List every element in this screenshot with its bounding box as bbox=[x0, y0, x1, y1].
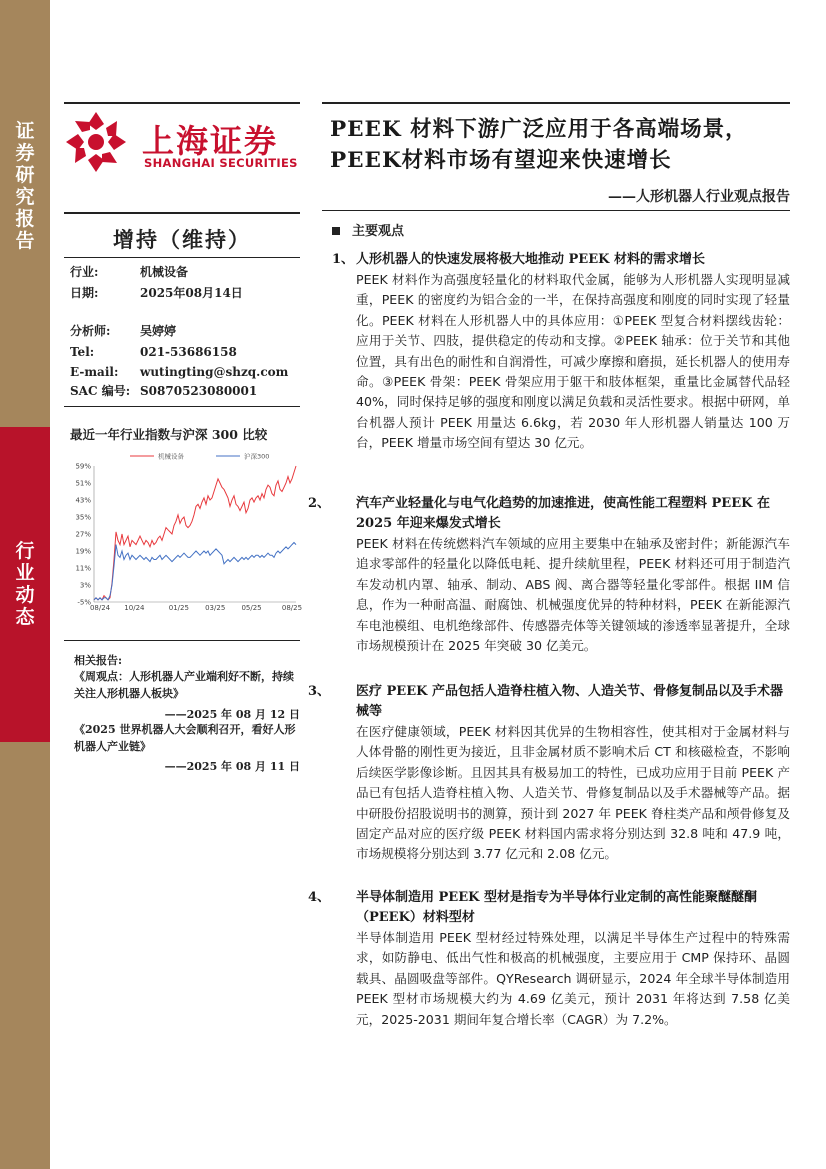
point-heading-text: 医疗 PEEK 产品包括人造脊柱植入物、人造关节、骨修复制品以及手术器械等 bbox=[356, 684, 783, 719]
brand-name-cn: 上海证券 bbox=[142, 122, 279, 160]
point-number: 4、 bbox=[308, 890, 331, 905]
point-4-heading bbox=[308, 888, 790, 928]
series-line-1 bbox=[94, 543, 296, 600]
legend-label: 机械设备 bbox=[158, 452, 184, 461]
rating-rule-bottom bbox=[64, 257, 300, 258]
x-tick-label: 08/24 bbox=[89, 604, 111, 612]
tel-value: 021-53686158 bbox=[140, 345, 237, 359]
point-number: 3、 bbox=[308, 684, 331, 699]
index-comparison-chart bbox=[64, 446, 304, 612]
date-row bbox=[70, 285, 243, 301]
series-line-0 bbox=[94, 466, 296, 600]
industry-row bbox=[70, 264, 188, 280]
point-3-heading bbox=[308, 682, 790, 722]
point-1-heading bbox=[332, 250, 790, 270]
side-section-label: 行 业 动 态 bbox=[15, 540, 35, 628]
x-tick-label: 08/25 bbox=[281, 604, 303, 612]
key-points-label: 主要观点 bbox=[352, 224, 405, 239]
legend-label: 沪深300 bbox=[244, 452, 270, 461]
sac-row bbox=[70, 383, 257, 399]
x-tick-label: 10/24 bbox=[124, 604, 145, 612]
email-label: E-mail: bbox=[70, 365, 119, 379]
point-2-body: PEEK 材料在传统燃料汽车领域的应用主要集中在轴承及密封件；新能源汽车追求零部件的轻量化以降低电耗、提升续航里程，PEEK 材料还可用于制造汽车发动机内罩、轴承、制动、ABS 阀、离合器等轻量化零部件。根据 IIM 信息，作为一种耐高温、耐腐蚀、机械强度优异的特种材料，PEEK 在新能源汽车电池模组、电机绝缘部件、传感器壳体等关键领域的渗透率显著提升，全球市场规模预计在 2025 年突破 30 亿美元。 bbox=[356, 536, 790, 654]
tel-label: Tel: bbox=[70, 345, 95, 359]
chart-rule bbox=[64, 640, 300, 641]
point-heading-text: 半导体制造用 PEEK 型材是指专为半导体行业定制的高性能聚醚醚酮（PEEK）材料型材 bbox=[356, 890, 757, 925]
point-1-body: PEEK 材料作为高强度轻量化的材料取代金属，能够为人形机器人实现明显减重，PEEK 的密度约为铝合金的一半，在保持高强度和刚度的同时实现了轻量化。PEEK 材料在人形机器人中的具体应用：①PEEK 型复合材料摆线齿轮：应用于关节、四肢，提供稳定的传动和支撑。②PEEK 轴承：位于关节和其他位置，具有出色的耐性和自润滑性，可减少摩擦和磨损，延长机器人的使用寿命。③PEEK 骨架：PEEK 骨架应用于躯干和肢体框架，重量比金属替代品轻 40%，同时保持足够的强度和刚度以满足负载和灵活性要求。根据中研网，单台机器人预计 PEEK 用量达 6.6kg，若 2030 年人形机器人销量达 100 万台，PEEK 增量市场空间有望达 30 亿元。 bbox=[356, 272, 790, 451]
brand-name-en: SHANGHAI SECURITIES bbox=[144, 156, 298, 170]
date-label: 日期: bbox=[70, 286, 99, 300]
title-rule bbox=[322, 210, 790, 211]
point-heading-text: 人形机器人的快速发展将极大地推动 PEEK 材料的需求增长 bbox=[356, 252, 705, 267]
y-tick-label: 43% bbox=[75, 496, 91, 505]
y-tick-label: 35% bbox=[75, 513, 91, 522]
analyst-label: 分析师: bbox=[70, 324, 111, 338]
email-value[interactable]: wutingting@shzq.com bbox=[140, 365, 289, 379]
top-rule-right bbox=[322, 102, 790, 104]
related-report-date: ——2025 年 08 月 11 日 bbox=[164, 760, 300, 773]
report-title: PEEK 材料下游广泛应用于各高端场景，PEEK材料市场有望迎来快速增长 bbox=[330, 117, 748, 173]
date-value: 2025年08月14日 bbox=[140, 286, 243, 300]
key-points-heading bbox=[332, 220, 404, 239]
email-row bbox=[70, 364, 288, 380]
point-number: 1、 bbox=[332, 252, 355, 267]
y-tick-label: 27% bbox=[75, 530, 91, 539]
related-report-date: ——2025 年 08 月 12 日 bbox=[164, 708, 300, 721]
point-2-heading bbox=[308, 494, 790, 534]
x-tick-label: 05/25 bbox=[241, 604, 262, 612]
rating-rule-top bbox=[64, 212, 300, 214]
rating-label: 增持（维持） bbox=[113, 227, 251, 252]
y-tick-label: 19% bbox=[75, 547, 91, 556]
point-number: 2、 bbox=[308, 496, 331, 511]
related-reports-title: 相关报告: bbox=[74, 654, 123, 667]
sac-value: S0870523080001 bbox=[140, 384, 258, 398]
y-tick-label: 59% bbox=[75, 462, 91, 471]
side-report-type-label: 证 券 研 究 报 告 bbox=[15, 120, 35, 252]
y-tick-label: -5% bbox=[77, 598, 91, 607]
top-rule-left bbox=[64, 102, 300, 104]
related-report-item[interactable]: 《2025 世界机器人大会顺利召开，看好人形机器人产业链》 bbox=[74, 723, 296, 753]
point-heading-text: 汽车产业轻量化与电气化趋势的加速推进，使高性能工程塑料 PEEK 在 2025 年迎来爆发式增长 bbox=[356, 496, 770, 531]
report-subtitle: ——人形机器人行业观点报告 bbox=[608, 189, 790, 205]
related-report-item[interactable]: 《周观点：人形机器人产业端利好不断，持续关注人形机器人板块》 bbox=[74, 670, 294, 700]
point-4-body: 半导体制造用 PEEK 型材经过特殊处理，以满足半导体生产过程中的特殊需求，如防静电、低出气性和极高的机械强度，主要应用于 CMP 保持环、晶圆载具、晶圆吸盘等部件。QYResearch 调研显示，2024 年全球半导体制造用 PEEK 型材市场规模大约为 4.69 亿美元，预计 2031 年将达到 7.58 亿美元，2025-2031 期间年复合增长率（CAGR）为 7.2%。 bbox=[356, 930, 790, 1027]
logo-mark-icon bbox=[64, 110, 128, 174]
point-3-body: 在医疗健康领域，PEEK 材料因其优异的生物相容性，使其相对于金属材料与人体骨骼的刚性更为接近，且非金属材质不影响术后 CT 和核磁检查，不影响后续医学影像诊断。且因其具有极易加工的特性，已成功应用于目前 PEEK 产品已有包括人造脊柱植入物、人造关节、骨修复制品以及手术器械等产品。据中研股份招股说明书的测算，预计到 2027 年 PEEK 脊柱类产品和颅骨修复及固定产品对应的医疗级 PEEK 材料国内需求将分别达到 32.8 吨和 47.9 吨，市场规模将分别达到 3.77 亿元和 2.08 亿元。 bbox=[356, 724, 790, 862]
chart-title: 最近一年行业指数与沪深 300 比较 bbox=[70, 427, 268, 442]
brand-logo bbox=[64, 110, 304, 174]
sac-label: SAC 编号: bbox=[70, 384, 131, 398]
x-tick-label: 01/25 bbox=[168, 604, 189, 612]
analyst-row bbox=[70, 323, 176, 339]
square-bullet-icon bbox=[332, 227, 340, 235]
industry-label: 行业: bbox=[70, 265, 99, 279]
info-rule bbox=[64, 406, 300, 407]
x-tick-label: 03/25 bbox=[205, 604, 226, 612]
tel-row bbox=[70, 344, 237, 360]
analyst-value: 吴婷婷 bbox=[140, 324, 177, 338]
industry-value: 机械设备 bbox=[140, 265, 189, 279]
y-tick-label: 3% bbox=[79, 581, 91, 590]
y-tick-label: 11% bbox=[75, 564, 91, 573]
y-tick-label: 51% bbox=[75, 479, 91, 488]
